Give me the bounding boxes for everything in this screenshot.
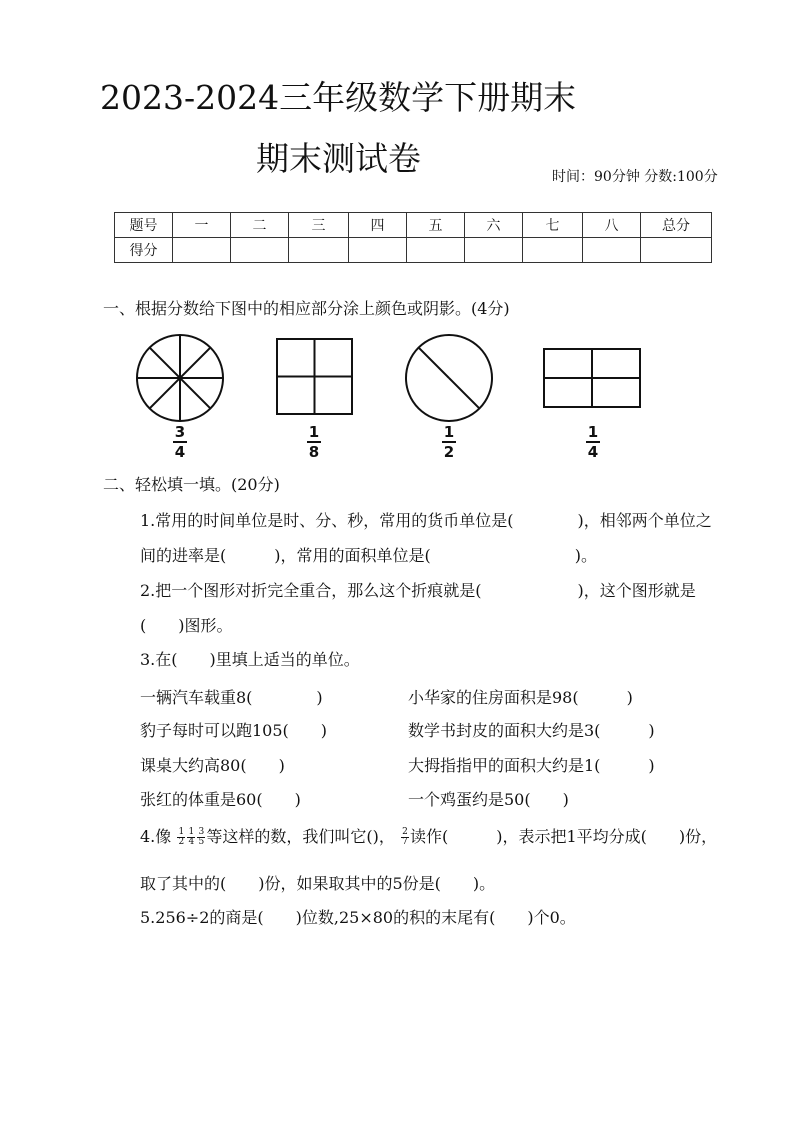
score-table-cell: 得分 [115, 238, 173, 263]
score-table-cell: 总分 [641, 213, 712, 238]
figure-fraction-label [442, 424, 456, 460]
question-3-item: 一个鸡蛋约是50( ) [408, 790, 569, 809]
inline-fraction [187, 828, 195, 847]
score-table-cell: 四 [349, 213, 407, 238]
question-3-item: 张红的体重是60( ) [140, 790, 301, 809]
score-table-cell: 五 [407, 213, 465, 238]
inline-fraction [177, 828, 185, 847]
fraction-numerator: 3 [198, 827, 205, 837]
figure-fraction-label [307, 424, 321, 460]
question-4-line-1 [140, 824, 717, 847]
score-table-cell: 题号 [115, 213, 173, 238]
score-input-cell[interactable] [523, 238, 583, 263]
score-input-cell[interactable] [465, 238, 523, 263]
figure-fraction-label [586, 424, 600, 460]
fraction-denominator: 2 [178, 837, 185, 847]
page-subtitle: 期末测试卷 [256, 139, 421, 178]
score-input-cell[interactable] [231, 238, 289, 263]
question-2-line-1: 2.把一个图形对折完全重合，那么这个折痕就是( )，这个图形就是 [140, 581, 696, 600]
score-input-cell[interactable] [641, 238, 712, 263]
square-four-parts-figure[interactable] [277, 339, 352, 414]
question-4-rest: 读作( )，表示把1平均分成( )份， [409, 827, 718, 846]
question-3-item: 一辆汽车载重8( ) [140, 688, 323, 707]
question-2-line-2: ( )图形。 [140, 616, 233, 635]
fraction-denominator: 8 [308, 443, 320, 461]
inline-fraction [197, 828, 205, 847]
score-table-header-row [115, 213, 712, 238]
fraction-denominator: 4 [587, 443, 599, 461]
question-5: 5.256÷2的商是( )位数,25×80的积的末尾有( )个0。 [140, 908, 576, 927]
fraction-denominator: 2 [443, 443, 455, 461]
fraction-denominator: 5 [198, 837, 205, 847]
fraction-numerator: 2 [402, 827, 408, 837]
score-table-cell: 一 [173, 213, 231, 238]
score-input-cell[interactable] [349, 238, 407, 263]
score-table-cell: 八 [583, 213, 641, 238]
question-3-item: 数学书封皮的面积大约是3( ) [408, 721, 655, 740]
score-table [114, 212, 712, 263]
question-3-item: 课桌大约高80( ) [140, 756, 285, 775]
score-table-cell: 二 [231, 213, 289, 238]
fraction-numerator: 3 [174, 423, 186, 441]
fraction-denominator: 4 [174, 443, 186, 461]
section1-heading: 一、根据分数给下图中的相应部分涂上颜色或阴影。(4分) [103, 299, 510, 318]
inline-fraction [401, 828, 409, 847]
question-1-line-1: 1.常用的时间单位是时、分、秒，常用的货币单位是( )，相邻两个单位之 [140, 511, 712, 530]
question-3-item: 小华家的住房面积是98( ) [408, 688, 633, 707]
score-input-cell[interactable] [289, 238, 349, 263]
page-title: 2023-2024三年级数学下册期末 [100, 78, 577, 117]
exam-meta: 时间：90分钟 分数:100分 [552, 169, 718, 185]
figure-fraction-label [173, 424, 187, 460]
score-table-score-row [115, 238, 712, 263]
rectangle-four-parts-figure[interactable] [544, 349, 640, 407]
fraction-numerator: 1 [587, 423, 599, 441]
fraction-numerator: 1 [178, 827, 185, 837]
question-3-title: 3.在( )里填上适当的单位。 [140, 650, 360, 669]
section2-heading: 二、轻松填一填。(20分) [103, 475, 280, 494]
fraction-denominator: 7 [402, 837, 408, 847]
score-table-cell: 三 [289, 213, 349, 238]
fraction-denominator: 4 [188, 837, 195, 847]
fraction-numerator: 1 [188, 827, 195, 837]
question-3-item: 豹子每时可以跑105( ) [140, 721, 328, 740]
fraction-figures [120, 328, 660, 428]
score-input-cell[interactable] [583, 238, 641, 263]
circle-eight-parts-figure[interactable] [137, 335, 223, 421]
score-input-cell[interactable] [173, 238, 231, 263]
question-1-line-2: 间的进率是( )，常用的面积单位是( )。 [140, 546, 597, 565]
score-input-cell[interactable] [407, 238, 465, 263]
question-4-line-2: 取了其中的( )份，如果取其中的5份是( )。 [140, 874, 496, 893]
score-table-cell: 七 [523, 213, 583, 238]
circle-two-parts-figure[interactable] [406, 335, 492, 421]
fraction-numerator: 1 [308, 423, 320, 441]
fraction-numerator: 1 [443, 423, 455, 441]
question-4-mid: 等这样的数，我们叫它()， [206, 827, 395, 846]
question-4-prefix: 4.像 [140, 827, 172, 846]
score-table-cell: 六 [465, 213, 523, 238]
question-3-item: 大拇指指甲的面积大约是1( ) [408, 756, 655, 775]
